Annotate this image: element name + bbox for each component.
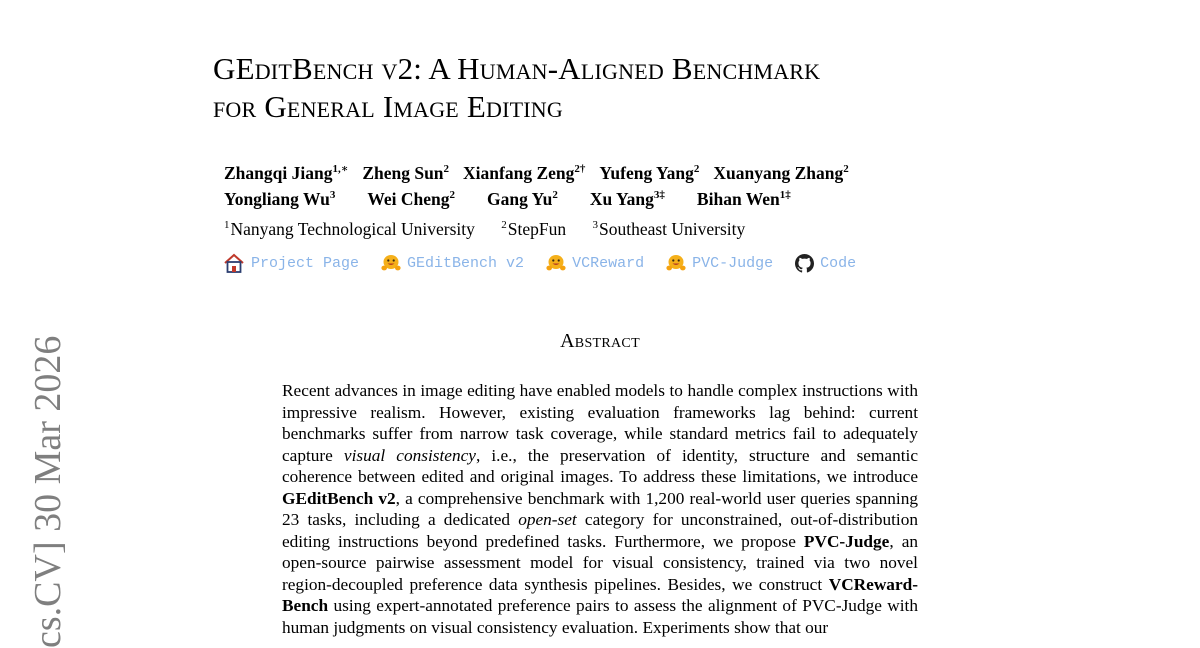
author: Yufeng Yang$^2$ <box>599 163 700 183</box>
author-row-1 <box>224 160 1024 186</box>
github-icon <box>795 254 814 273</box>
author: Gang Yu$^2$ <box>487 189 558 209</box>
emphasis: open-set <box>518 510 577 529</box>
author: Bihan Wen$^{1\ddagger}$ <box>696 189 791 209</box>
author: Xianfang Zeng$^{2\dagger}$ <box>463 163 586 183</box>
vcreward-link[interactable]: VCReward <box>546 253 644 273</box>
author-list <box>224 160 1024 212</box>
affiliations <box>224 219 767 240</box>
model-name: PVC-Judge <box>803 531 890 551</box>
author-row-2 <box>224 186 1024 212</box>
abstract-text: Recent advances in image editing have enabled models to handle complex instructions with impressive realism. However, existing evaluation frameworks lag behind: current benchmarks suffer from narrow task coverage, while standard metrics fail to adequately capture visual consistency, i.e., the preservation of identity, structure and semantic coherence between edited and original images. To address these limitations, we introduce GEditBench v2, a comprehensive benchmark with 1,200 real-world user queries spanning 23 tasks, including a dedicated open-set category for unconstrained, out-of-distribution editing instructions beyond predefined tasks. Furthermore, we propose PVC-Judge, an open-source pairwise assessment model for visual consistency, trained via two novel region-decoupled preference data synthesis pipelines. Besides, we construct VCReward-Bench using expert-annotated preference pairs to assess the alignment of PVC-Judge with human judgments on visual consistency evaluation. Experiments show that our <box>282 381 919 637</box>
huggingface-icon <box>546 254 566 272</box>
huggingface-icon <box>381 254 401 272</box>
code-link[interactable]: Code <box>795 253 856 273</box>
resource-links <box>223 253 856 273</box>
author: Wei Cheng$^2$ <box>367 189 456 209</box>
benchmark-name: GEditBench v2 <box>282 488 396 508</box>
author: Zhangqi Jiang$^{1,∗}$ <box>224 163 349 183</box>
huggingface-icon <box>666 254 686 272</box>
project-page-link[interactable]: Project Page <box>223 253 359 273</box>
affiliation: $^2$StepFun <box>501 219 567 239</box>
title-line-2: for General Image Editing <box>213 89 563 124</box>
author: Yongliang Wu$^3$ <box>224 189 336 209</box>
title-line-1: GEditBench v2: A Human-Aligned Benchmark <box>213 51 821 86</box>
paper-title <box>213 50 1073 126</box>
affiliation: $^3$Southeast University <box>592 219 746 239</box>
benchmark-name: VCReward-Bench <box>282 574 918 615</box>
geditbench-v2-link[interactable]: GEditBench v2 <box>381 253 524 273</box>
author: Zheng Sun$^2$ <box>362 163 450 183</box>
author: Xu Yang$^{3\ddagger}$ <box>589 189 665 209</box>
home-icon <box>223 253 245 273</box>
abstract-heading: Abstract <box>560 330 640 352</box>
emphasis: visual consistency <box>343 445 476 465</box>
affiliation: $^1$Nanyang Technological University <box>224 219 475 239</box>
pvc-judge-link[interactable]: PVC-Judge <box>666 253 773 273</box>
author: Xuanyang Zhang$^2$ <box>713 163 849 183</box>
arxiv-stamp: cs.CV] 30 Mar 2026 <box>27 335 69 648</box>
